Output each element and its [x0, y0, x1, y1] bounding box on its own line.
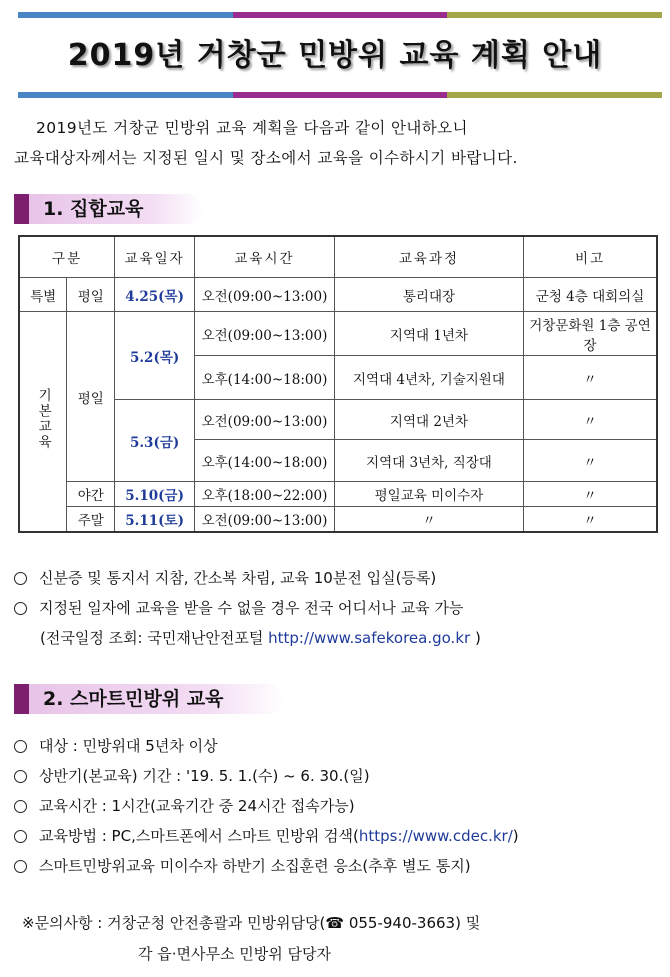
cell-day: 주말: [67, 507, 115, 532]
list-item: 교육방법 : PC,스마트폰에서 스마트 민방위 검색( https://www.cdec.kr/ ): [14, 821, 519, 851]
table-row: [19, 507, 657, 532]
header-date: 교육일자: [115, 236, 195, 278]
section2-header: [14, 684, 284, 714]
cell-date: 5.10(금): [115, 482, 195, 507]
cell-time: 오전(09:00~13:00): [195, 312, 335, 356]
cell-note: 거창문화원 1층 공연장: [524, 312, 657, 356]
list-item: 교육시간 : 1시간(교육기간 중 24시간 접속가능): [14, 791, 519, 821]
intro-line-1: 2019년도 거창군 민방위 교육 계획을 다음과 같이 안내하오니: [36, 119, 468, 137]
bullet-circle-icon: [14, 800, 27, 813]
cell-date: 5.11(토): [115, 507, 195, 532]
bullet-circle-icon: [14, 860, 27, 873]
cell-time: 오후(18:00~22:00): [195, 482, 335, 507]
cell-note: 군청 4층 대회의실: [524, 278, 657, 312]
list-item: 지정된 일자에 교육을 받을 수 없을 경우 전국 어디서나 교육 가능: [14, 593, 481, 623]
cell-note: 〃: [524, 440, 657, 482]
section1-notes: [14, 563, 481, 653]
section1-heading: 1. 집합교육: [29, 194, 203, 224]
header-course: 교육과정: [334, 236, 523, 278]
cell-time: 오후(14:00~18:00): [195, 440, 335, 482]
schedule-table: [18, 235, 658, 533]
cell-weekday: 평일: [67, 312, 115, 482]
cell-course: 지역대 1년차: [334, 312, 523, 356]
cell-basic-education: 기본교육: [19, 312, 67, 532]
cell-time: 오전(09:00~13:00): [195, 278, 335, 312]
cell-course: 〃: [334, 507, 523, 532]
cell-day: 평일: [67, 278, 115, 312]
bullet-circle-icon: [14, 602, 27, 615]
bullet-circle-icon: [14, 740, 27, 753]
top-color-bar: [18, 12, 662, 18]
header-note: 비고: [524, 236, 657, 278]
cell-course: 평일교육 미이수자: [334, 482, 523, 507]
cell-note: 〃: [524, 400, 657, 440]
cell-category: 특별: [19, 278, 67, 312]
contact-line-1: ※문의사항 : 거창군청 안전총괄과 민방위담당(☎ 055-940-3663) 및: [22, 914, 481, 932]
table-row: [19, 400, 657, 440]
cell-note: 〃: [524, 356, 657, 400]
section-marker: [14, 684, 29, 714]
cell-time: 오전(09:00~13:00): [195, 507, 335, 532]
cell-note: 〃: [524, 507, 657, 532]
table-header-row: [19, 236, 657, 278]
cell-course: 통리대장: [334, 278, 523, 312]
cell-course: 지역대 3년차, 직장대: [334, 440, 523, 482]
cell-course: 지역대 4년차, 기술지원대: [334, 356, 523, 400]
cell-course: 지역대 2년차: [334, 400, 523, 440]
cdec-link[interactable]: https://www.cdec.kr/: [358, 827, 513, 845]
intro-line-2: 교육대상자께서는 지정된 일시 및 장소에서 교육을 이수하시기 바랍니다.: [14, 149, 518, 167]
section-marker: [14, 194, 29, 224]
list-item: 신분증 및 통지서 지참, 간소복 차림, 교육 10분전 입실(등록): [14, 563, 481, 593]
section2-list: [14, 731, 519, 881]
table-row: [19, 278, 657, 312]
cell-date: 5.2(목): [115, 312, 195, 400]
cell-time: 오전(09:00~13:00): [195, 400, 335, 440]
list-item: 대상 : 민방위대 5년차 이상: [14, 731, 519, 761]
section1-header: [14, 194, 203, 224]
portal-link[interactable]: http://www.safekorea.go.kr: [268, 629, 471, 647]
header-category: 구분: [19, 236, 115, 278]
portal-line: (전국일정 조회: 국민재난안전포털 http://www.safekorea.go.kr ): [14, 623, 481, 653]
bullet-circle-icon: [14, 770, 27, 783]
cell-date: 5.3(금): [115, 400, 195, 482]
bottom-color-bar: [18, 92, 662, 98]
table-row: [19, 312, 657, 356]
contact-line-2: 각 읍·면사무소 민방위 담당자: [138, 945, 331, 963]
bullet-circle-icon: [14, 572, 27, 585]
header-time: 교육시간: [195, 236, 335, 278]
cell-note: 〃: [524, 482, 657, 507]
list-item: 상반기(본교육) 기간 : '19. 5. 1.(수) ~ 6. 30.(일): [14, 761, 519, 791]
table-row: [19, 482, 657, 507]
list-item: 스마트민방위교육 미이수자 하반기 소집훈련 응소(추후 별도 통지): [14, 851, 519, 881]
page-title: 2019년 거창군 민방위 교육 계획 안내: [67, 38, 603, 73]
bullet-circle-icon: [14, 830, 27, 843]
section2-heading: 2. 스마트민방위 교육: [29, 684, 284, 714]
cell-day: 야간: [67, 482, 115, 507]
cell-time: 오후(14:00~18:00): [195, 356, 335, 400]
cell-date: 4.25(목): [115, 278, 195, 312]
